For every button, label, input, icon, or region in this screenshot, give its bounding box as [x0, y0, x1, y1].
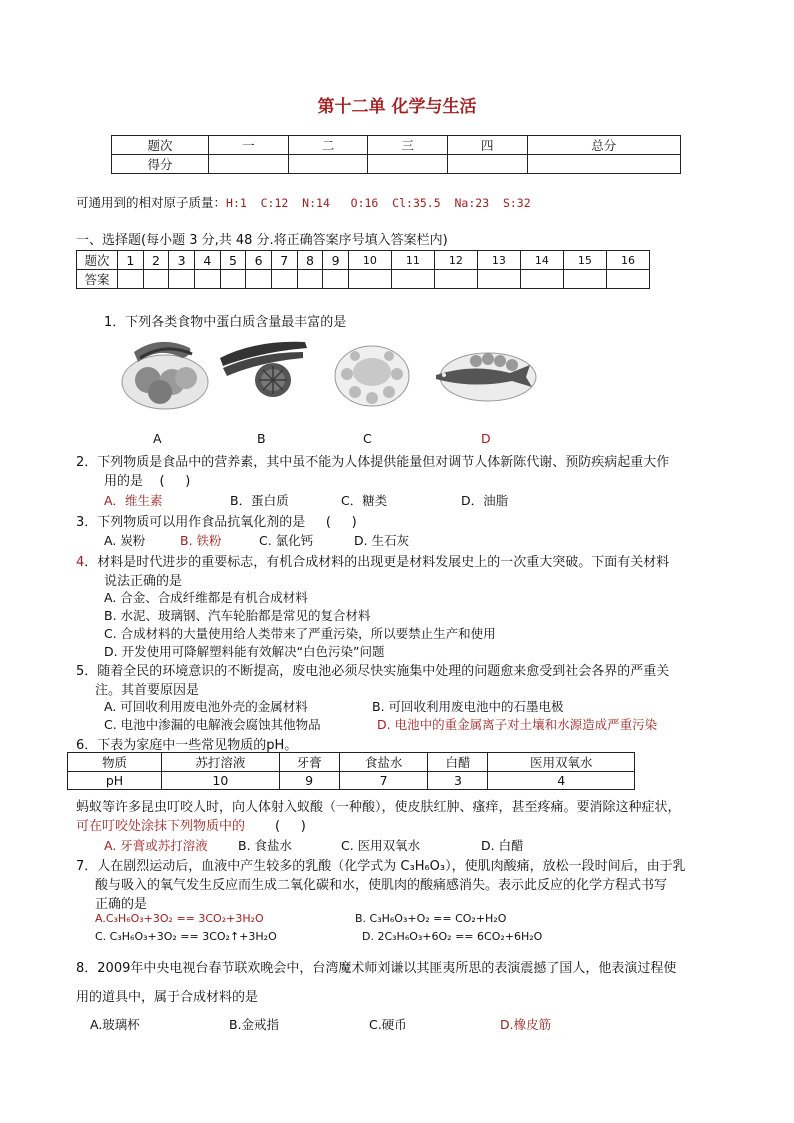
ph-header-cell: 医用双氧水 [488, 753, 635, 772]
question-4-text: ．材料是时代进步的重要标志，有机合成材料的出现更是材料发展史上的一次重大突破。下面有关材料 [84, 555, 670, 570]
score-cell: 总分 [527, 136, 680, 155]
answer-number-cell: 10 [348, 251, 391, 270]
score-cell: 四 [447, 136, 527, 155]
question-6-line1: 6．下表为家庭中一些常见物质的pH。 [76, 738, 298, 753]
q5-option-d: D. 电池中的重金属离子对土壤和水源造成严重污染 [377, 717, 658, 732]
answer-number-cell: 2 [143, 251, 169, 270]
q5-option-c: C. 电池中渗漏的电解液会腐蚀其他物品 [104, 717, 321, 732]
q4-option-b: B. 水泥、玻璃钢、汽车轮胎都是常见的复合材料 [104, 608, 371, 623]
q3-option-d: D. 生石灰 [354, 533, 410, 548]
atomic-masses: H:1 C:12 N:14 O:16 Cl:35.5 Na:23 S:32 [226, 196, 531, 210]
score-cell [368, 155, 448, 174]
score-cell [209, 155, 289, 174]
q8-option-c: C.硬币 [369, 1017, 407, 1032]
question-1: 1．下列各类食物中蛋白质含量最丰富的是 [104, 315, 347, 330]
question-4-number: 4 [76, 555, 85, 570]
option-label-c: C [363, 431, 372, 446]
ph-value-cell: 10 [162, 772, 280, 790]
sausage-plate-image [215, 330, 310, 408]
answer-number-cell: 8 [297, 251, 323, 270]
answer-row-label: 答案 [77, 270, 118, 289]
q3-option-a: A. 炭粉 [104, 533, 146, 548]
q2-option-d: D．油脂 [461, 493, 509, 508]
answer-number-cell: 12 [434, 251, 477, 270]
q7-option-b: B. C₃H₆O₃+O₂ == CO₂+H₂O [355, 912, 507, 925]
question-3: 3．下列物质可以用作食品抗氧化剂的是 ( ) [76, 515, 357, 530]
q3-option-c: C. 氯化钙 [259, 533, 314, 548]
answer-number-cell: 11 [391, 251, 434, 270]
question-5-line1: 5．随着全民的环境意识的不断提高，废电池必须尽快实施集中处理的问题愈来愈受到社会各界的严重关 [76, 664, 670, 679]
ph-table [67, 752, 635, 790]
answer-number-cell: 1 [118, 251, 144, 270]
score-cell: 一 [209, 136, 289, 155]
ph-value-cell: 4 [488, 772, 635, 790]
answer-input-cell[interactable] [348, 270, 391, 289]
fish-plate-image [432, 345, 538, 405]
question-5-line2: 注。其首要原因是 [95, 683, 200, 698]
question-4-line1 [76, 551, 669, 570]
score-cell: 题次 [112, 136, 209, 155]
q6-option-d: D. 白醋 [481, 838, 524, 853]
ph-table-header [68, 753, 635, 772]
answer-number-cell: 4 [194, 251, 220, 270]
answer-input-cell[interactable] [143, 270, 169, 289]
q6-option-c: C. 医用双氧水 [341, 838, 421, 853]
question-4-line2: 说法正确的是 [104, 574, 183, 589]
q4-option-d: D. 开发使用可降解塑料能有效解决“白色污染”问题 [104, 644, 385, 659]
answer-input-cell[interactable] [220, 270, 246, 289]
answer-table [76, 250, 650, 289]
fruit-plate-image [120, 332, 210, 412]
ph-header-cell: 苏打溶液 [162, 753, 280, 772]
q7-option-a: A.C₃H₆O₃+3O₂ == 3CO₂+3H₂O [95, 912, 264, 925]
atomic-masses-line [76, 193, 531, 211]
answer-table-header [77, 251, 650, 270]
answer-input-cell[interactable] [297, 270, 323, 289]
question-7-line2: 酸与吸入的氧气发生反应而生成二氧化碳和水，使肌肉的酸痛感消失。表示此反应的化学方程式书写 [95, 878, 668, 893]
answer-input-cell[interactable] [271, 270, 297, 289]
option-label-d: D [481, 431, 491, 446]
answer-input-cell[interactable] [520, 270, 563, 289]
ph-table-values [68, 772, 635, 790]
answer-table-answers [77, 270, 650, 289]
ph-header-cell: 物质 [68, 753, 162, 772]
option-label-a: A [153, 431, 162, 446]
answer-number-cell: 7 [271, 251, 297, 270]
question-8-line1: 8．2009年中央电视台春节联欢晚会中，台湾魔术师刘谦以其匪夷所思的表演震撼了国人，他表演过程使 [76, 961, 677, 976]
question-6-line3 [76, 815, 306, 834]
ph-header-cell: 白醋 [428, 753, 488, 772]
answer-input-cell[interactable] [391, 270, 434, 289]
score-table-row [112, 155, 681, 174]
score-cell: 二 [288, 136, 368, 155]
question-7-line3: 正确的是 [95, 897, 148, 912]
ph-value-cell: 7 [339, 772, 428, 790]
score-cell [447, 155, 527, 174]
q5-option-a: A. 可回收利用废电池外壳的金属材料 [104, 699, 308, 714]
q7-option-c: C. C₃H₆O₃+3O₂ == 3CO₂↑+3H₂O [95, 930, 277, 943]
answer-input-cell[interactable] [477, 270, 520, 289]
option-label-b: B [257, 431, 266, 446]
section-heading: 一、选择题(每小题 3 分,共 48 分.将正确答案序号填入答案栏内) [76, 233, 448, 248]
answer-input-cell[interactable] [434, 270, 477, 289]
q8-option-d: D.橡皮筋 [500, 1017, 552, 1032]
q2-option-c: C．糖类 [341, 493, 388, 508]
q6-option-b: B. 食盐水 [238, 838, 293, 853]
page-title: 第十二单 化学与生活 [317, 97, 477, 117]
score-cell: 得分 [112, 155, 209, 174]
question-6-line2: 蚂蚁等许多昆虫叮咬人时，向人体射入蚁酸（一种酸），使皮肤红肿、瘙痒，甚至疼痛。要消除这种症状， [76, 800, 681, 815]
answer-input-cell[interactable] [118, 270, 144, 289]
answer-input-cell[interactable] [194, 270, 220, 289]
q7-option-d: D. 2C₃H₆O₃+6O₂ == 6CO₂+6H₂O [362, 930, 543, 943]
question-2-line1: 2．下列物质是食品中的营养素，其中虽不能为人体提供能量但对调节人体新陈代谢、预防疾病起重大作 [76, 455, 670, 470]
score-cell: 三 [368, 136, 448, 155]
answer-input-cell[interactable] [323, 270, 349, 289]
ph-value-cell: 3 [428, 772, 488, 790]
q4-option-a: A. 合金、合成纤维都是有机合成材料 [104, 590, 308, 605]
q2-option-b: B．蛋白质 [230, 493, 289, 508]
ph-header-cell: 牙膏 [279, 753, 339, 772]
q5-option-b: B. 可回收利用废电池中的石墨电极 [372, 699, 564, 714]
answer-number-cell: 6 [246, 251, 272, 270]
answer-number-cell: 16 [606, 251, 649, 270]
answer-number-cell: 5 [220, 251, 246, 270]
ph-value-cell: 9 [279, 772, 339, 790]
atomic-masses-label: 可通用到的相对原子质量： [76, 195, 227, 210]
question-6-prompt: 可在叮咬处涂抹下列物质中的 [76, 819, 246, 834]
rice-plate-image [333, 338, 411, 410]
score-cell [288, 155, 368, 174]
q8-option-b: B.金戒指 [229, 1017, 280, 1032]
answer-input-cell[interactable] [606, 270, 649, 289]
answer-input-cell[interactable] [169, 270, 195, 289]
question-8-line2: 用的道具中，属于合成材料的是 [76, 990, 259, 1005]
q8-option-a: A.玻璃杯 [90, 1017, 140, 1032]
q6-option-a: A. 牙膏或苏打溶液 [104, 838, 208, 853]
answer-parens: ( ) [275, 819, 306, 834]
answer-number-cell: 13 [477, 251, 520, 270]
q2-option-a: A．维生素 [104, 493, 163, 508]
question-7-line1: 7．人在剧烈运动后，血液中产生较多的乳酸（化学式为 C₃H₆O₃），使肌肉酸痛，放松一段时间后，由于乳 [76, 859, 686, 874]
answer-number-cell: 9 [323, 251, 349, 270]
score-table [111, 135, 681, 174]
answer-number-cell: 3 [169, 251, 195, 270]
ph-header-cell: 食盐水 [339, 753, 428, 772]
answer-number-cell: 14 [520, 251, 563, 270]
ph-value-cell: pH [68, 772, 162, 790]
answer-input-cell[interactable] [563, 270, 606, 289]
answer-header-label: 题次 [77, 251, 118, 270]
q3-option-b: B. 铁粉 [180, 533, 222, 548]
answer-input-cell[interactable] [246, 270, 272, 289]
question-2-line2: 用的是 ( ) [104, 474, 191, 489]
score-table-row [112, 136, 681, 155]
q4-option-c: C. 合成材料的大量使用给人类带来了严重污染，所以要禁止生产和使用 [104, 626, 496, 641]
score-cell [527, 155, 680, 174]
answer-number-cell: 15 [563, 251, 606, 270]
